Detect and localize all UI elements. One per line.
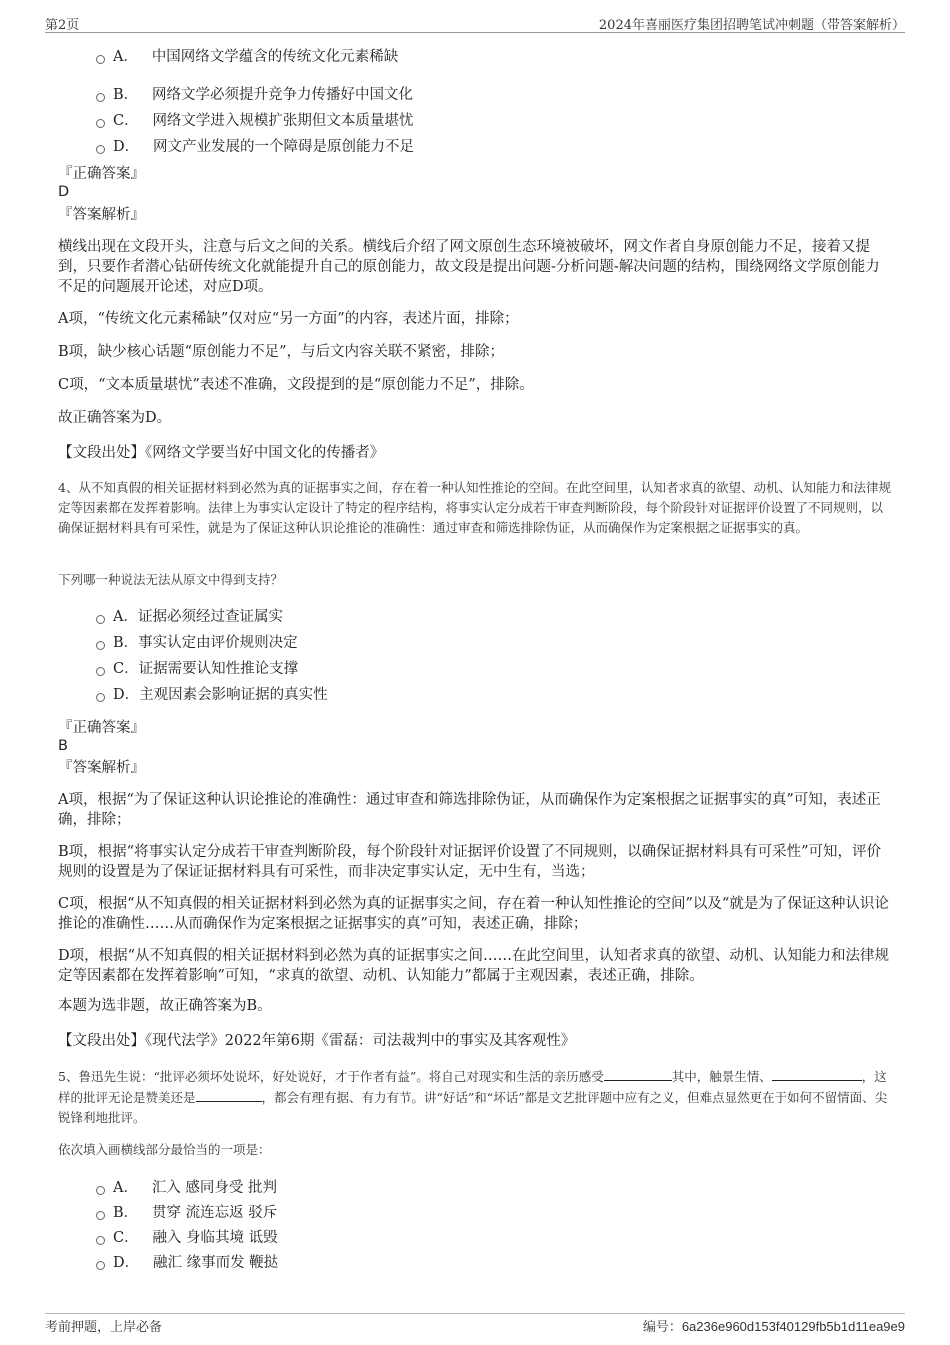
q4-analysis-para: A项，根据“为了保证这种认识论推论的准确性：通过审查和筛选排除伪证，从而确保作为定案根据之证据事实的真”可知，表述正确，排除； xyxy=(58,792,881,828)
q3-analysis-para: B项，缺少核心话题“原创能力不足”，与后文内容关联不紧密，排除； xyxy=(58,344,504,360)
q5-option-a[interactable]: A． 汇入 感同身受 批判 xyxy=(96,1178,277,1198)
q3-analysis-para: 横线出现在文段开头，注意与后文之间的关系。横线后介绍了网文原创生态环境被破坏，网文作者自身原创能力不足，接着又提到，只要作者潜心钻研传统文化就能提升自己的原创能力，故文段是提出问题-分析问题-解决问题的结构，围绕网络文学原创能力不足的问题展开论述，对应D项。 xyxy=(58,239,880,295)
q3-analysis-label: 『答案解析』 xyxy=(58,207,145,223)
q4-answer: B xyxy=(58,738,68,754)
page-header xyxy=(45,12,905,33)
q5-option-c[interactable]: C． 融入 身临其境 诋毁 xyxy=(96,1228,278,1248)
q5-option-b[interactable]: B． 贯穿 流连忘返 驳斥 xyxy=(96,1203,277,1223)
radio-icon[interactable] xyxy=(96,1261,105,1270)
q4-analysis-para: D项，根据“从不知真假的相关证据材料到必然为真的证据事实之间……在此空间里，认知者求真的欲望、动机、认知能力和法律规定等因素都在发挥着影响”可知，“求真的欲望、动机、认知能力”都属于主观因素，表述正确，排除。 xyxy=(58,948,890,984)
radio-icon[interactable] xyxy=(96,119,105,128)
q4-analysis-para: B项，根据“将事实认定分成若干审查判断阶段，每个阶段针对证据评价设置了不同规则，以确保证据材料具有可采性”可知，评价规则的设置是为了保证证据材料具有可采性，而非决定事实认定，无中生有，当选； xyxy=(58,844,881,880)
radio-icon[interactable] xyxy=(96,1236,105,1245)
document-code: 编号：6a236e960d153f40129fb5b1d11ea9e9 xyxy=(642,1319,905,1335)
q4-option-c[interactable]: C．证据需要认知性推论支撑 xyxy=(96,659,298,679)
q4-source: 【文段出处】《现代法学》2022年第6期《雷磊：司法裁判中的事实及其客观性》 xyxy=(58,1033,576,1049)
radio-icon[interactable] xyxy=(96,1211,105,1220)
q3-option-d[interactable]: D． 网文产业发展的一个障碍是原创能力不足 xyxy=(96,137,414,157)
q4-analysis-para: 本题为选非题，故正确答案为B。 xyxy=(58,998,272,1014)
q5-option-d[interactable]: D． 融汇 缘事而发 鞭挞 xyxy=(96,1253,278,1273)
q3-analysis-para: 故正确答案为D。 xyxy=(58,410,172,426)
radio-icon[interactable] xyxy=(96,641,105,650)
fill-blank-3[interactable] xyxy=(196,1087,262,1102)
page-footer xyxy=(45,1313,905,1338)
q5-stem: 5、鲁迅先生说：“批评必须坏处说坏，好处说好，才于作者有益”。将自己对现实和生活的亲历感受 其中，触景生情、 ，这样的批评无论是赞美还是 ，都会有理有据、有力有节。讲“好话”和“坏话”都是文艺批评题中应有之义，但难点显然更在于如何不留情面、尖锐锋利地批评。 xyxy=(58,1066,894,1128)
page-number: 第2页 xyxy=(45,18,80,33)
q4-analysis-label: 『答案解析』 xyxy=(58,760,145,776)
footer-slogan: 考前押题，上岸必备 xyxy=(45,1320,163,1335)
fill-blank-2[interactable] xyxy=(772,1066,862,1081)
q5-question: 依次填入画横线部分最恰当的一项是： xyxy=(58,1142,271,1157)
radio-icon[interactable] xyxy=(96,1186,105,1195)
document-title: 2024年喜丽医疗集团招聘笔试冲刺题（带答案解析） xyxy=(598,18,905,33)
q3-option-b[interactable]: B． 网络文学必须提升竞争力传播好中国文化 xyxy=(96,85,413,105)
radio-icon[interactable] xyxy=(96,55,105,64)
q4-analysis-para: C项，根据“从不知真假的相关证据材料到必然为真的证据事实之间，存在着一种认知性推论的空间”以及“就是为了保证这种认识论推论的准确性……从而确保作为定案根据之证据事实的真”可知，表述正确，排除； xyxy=(58,896,889,932)
fill-blank-1[interactable] xyxy=(604,1066,672,1081)
radio-icon[interactable] xyxy=(96,93,105,102)
radio-icon[interactable] xyxy=(96,145,105,154)
radio-icon[interactable] xyxy=(96,693,105,702)
q3-option-a[interactable]: A． 中国网络文学蕴含的传统文化元素稀缺 xyxy=(96,47,398,67)
q3-source: 【文段出处】《网络文学要当好中国文化的传播者》 xyxy=(58,445,385,461)
q3-analysis-para: A项，“传统文化元素稀缺”仅对应“另一方面”的内容，表述片面，排除； xyxy=(58,311,519,327)
q4-stem: 4、从不知真假的相关证据材料到必然为真的证据事实之间，存在着一种认知性推论的空间。在此空间里，认知者求真的欲望、动机、认知能力和法律规定等因素都在发挥着影响。法律上为事实认定设计了特定的程序结构，将事实认定分成若干审查判断阶段，每个阶段针对证据评价设置了不同规则，以确保证据材料具有可采性，就是为了保证这种认识论推论的准确性：通过审查和筛选排除伪证，从而确保作为定案根据之证据事实的真。 xyxy=(58,480,891,535)
q3-analysis-para: C项，“文本质量堪忧”表述不准确，文段提到的是“原创能力不足”，排除。 xyxy=(58,377,534,393)
q3-option-c[interactable]: C． 网络文学进入规模扩张期但文本质量堪忧 xyxy=(96,111,413,131)
q4-option-b[interactable]: B．事实认定由评价规则决定 xyxy=(96,633,298,653)
q4-answer-label: 『正确答案』 xyxy=(58,720,145,736)
q4-question: 下列哪一种说法无法从原文中得到支持？ xyxy=(58,572,284,587)
q4-option-a[interactable]: A．证据必须经过查证属实 xyxy=(96,607,283,627)
q3-answer: D xyxy=(58,184,70,200)
radio-icon[interactable] xyxy=(96,667,105,676)
q3-answer-label: 『正确答案』 xyxy=(58,166,145,182)
q4-option-d[interactable]: D．主观因素会影响证据的真实性 xyxy=(96,685,328,705)
radio-icon[interactable] xyxy=(96,615,105,624)
